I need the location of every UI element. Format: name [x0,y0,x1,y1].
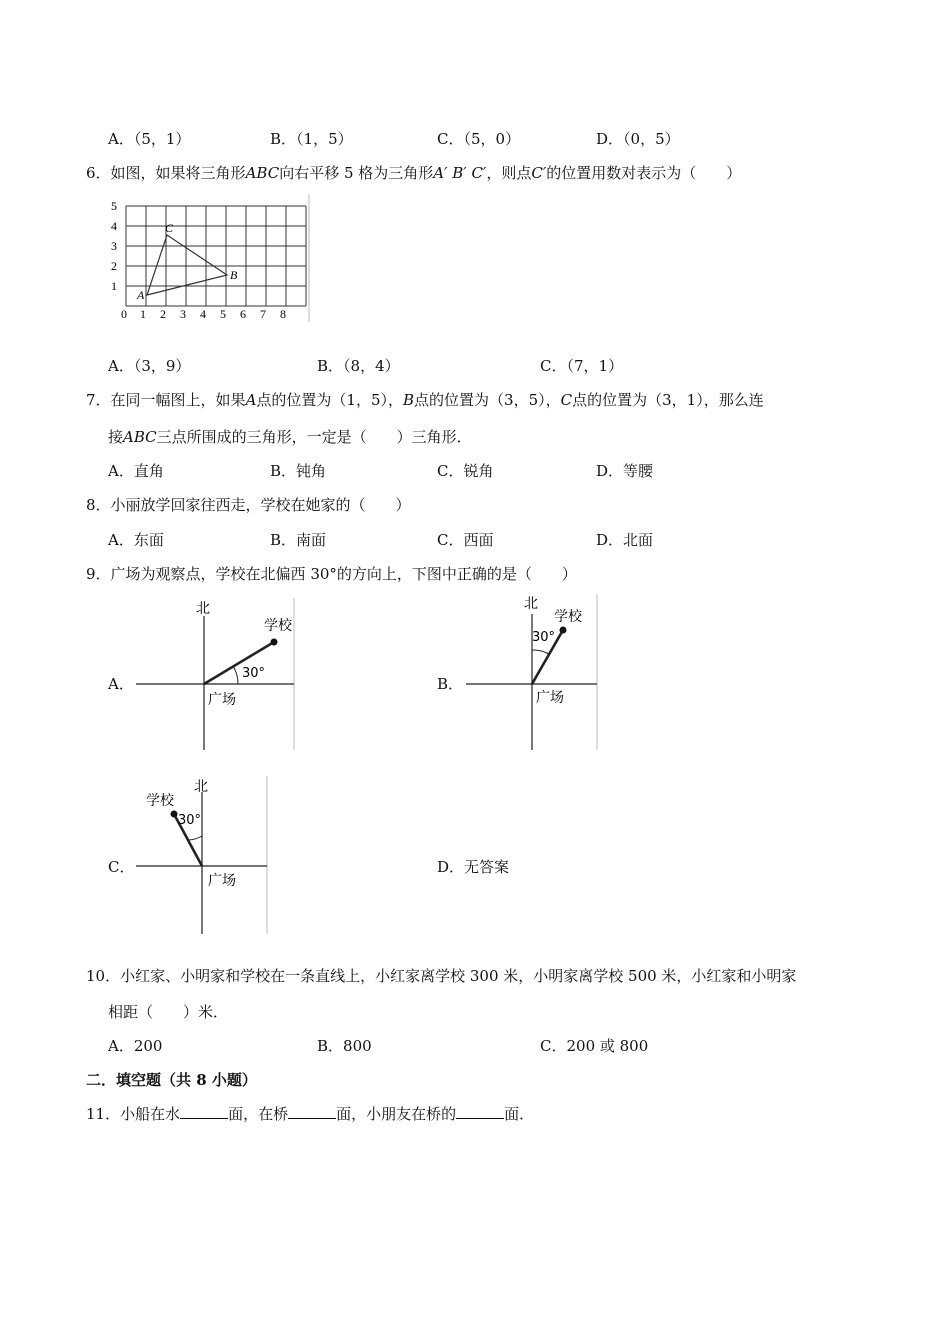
q5-option-a: A．（5，1） [108,130,191,148]
blank-2[interactable] [288,1104,336,1119]
x-tick-label: 6 [240,307,246,321]
x-tick-label: 4 [200,307,206,321]
q11-question: 11．小船在水 面，在桥 面，小朋友在桥的 面． [86,1105,535,1123]
q7-option-d: D．等腰 [596,462,654,480]
point-label-b: B [230,268,238,282]
q8-option-b: B．南面 [270,531,327,549]
q9-option-d: D．无答案 [437,858,510,876]
angle-label: 30° [178,813,202,828]
q8-question: 8．小丽放学回家往西走，学校在她家的（ ） [86,496,411,514]
q10-question-line1: 10．小红家、小明家和学校在一条直线上，小红家离学校 300 米，小明家离学校 500 米，小红家和小明家 [86,967,797,985]
q9-diagram-c [136,774,270,936]
q10-option-b: B．800 [317,1037,372,1055]
angle-label: 30° [532,630,556,645]
school-label: 学校 [264,618,292,634]
x-tick-label: 3 [180,307,186,321]
q8-option-d: D．北面 [596,531,654,549]
q9-diagram-a [136,596,298,752]
school-label: 学校 [554,609,582,625]
north-label: 北 [194,779,208,795]
north-label: 北 [196,601,210,617]
q6-question: 6．如图，如果将三角形ABC向右平移 5 格为三角形A′ B′ C′，则点C′的位置用数对表示为（ ） [86,164,742,182]
q5-option-b: B．（1，5） [270,130,353,148]
point-label-c: C [165,221,174,235]
q9-option-c-label: C． [108,858,135,876]
y-tick-label: 2 [111,259,117,273]
x-tick-label: 1 [140,307,146,321]
q7-option-b: B．钝角 [270,462,327,480]
q5-option-d: D．（0，5） [596,130,680,148]
q6-option-a: A．（3，9） [108,357,191,375]
school-label: 学校 [146,793,174,809]
q6-grid-figure [105,192,315,324]
q7-question-line1: 7．在同一幅图上，如果A点的位置为（1，5），B点的位置为（3，5），C点的位置为（3，1），那么连 [86,391,764,409]
x-tick-label: 5 [220,307,226,321]
north-label: 北 [524,596,538,612]
q9-option-b-label: B． [437,675,464,693]
y-tick-label: 5 [111,199,117,213]
q9-diagram-b [466,592,600,752]
q6-option-b: B．（8，4） [317,357,400,375]
x-tick-label: 2 [160,307,166,321]
y-tick-label: 1 [111,279,117,293]
blank-1[interactable] [180,1104,228,1119]
angle-label: 30° [242,666,266,681]
q10-option-a: A．200 [108,1037,163,1055]
blank-3[interactable] [456,1104,504,1119]
q10-question-line2: 相距（ ）米． [108,1003,229,1021]
x-tick-label: 8 [280,307,286,321]
q5-option-c: C．（5，0） [437,130,521,148]
point-label-a: A [137,288,145,302]
q9-question: 9．广场为观察点，学校在北偏西 30°的方向上，下图中正确的是（ ） [86,565,577,583]
section2-title: 二．填空题（共 8 小题） [86,1071,257,1089]
q7-question-line2: 接ABC三点所围成的三角形，一定是（ ）三角形． [108,428,472,446]
q7-option-c: C．锐角 [437,462,494,480]
x-tick-label: 0 [121,307,127,321]
q7-option-a: A．直角 [108,462,164,480]
y-tick-label: 4 [111,219,117,233]
q10-option-c: C．200 或 800 [540,1037,649,1055]
square-label: 广场 [536,690,564,706]
q9-option-a-label: A． [108,675,134,693]
square-label: 广场 [208,873,236,889]
q6-option-c: C．（7，1） [540,357,624,375]
square-label: 广场 [208,692,236,708]
y-tick-label: 3 [111,239,117,253]
q8-option-a: A．东面 [108,531,164,549]
x-tick-label: 7 [260,307,266,321]
q8-option-c: C．西面 [437,531,494,549]
